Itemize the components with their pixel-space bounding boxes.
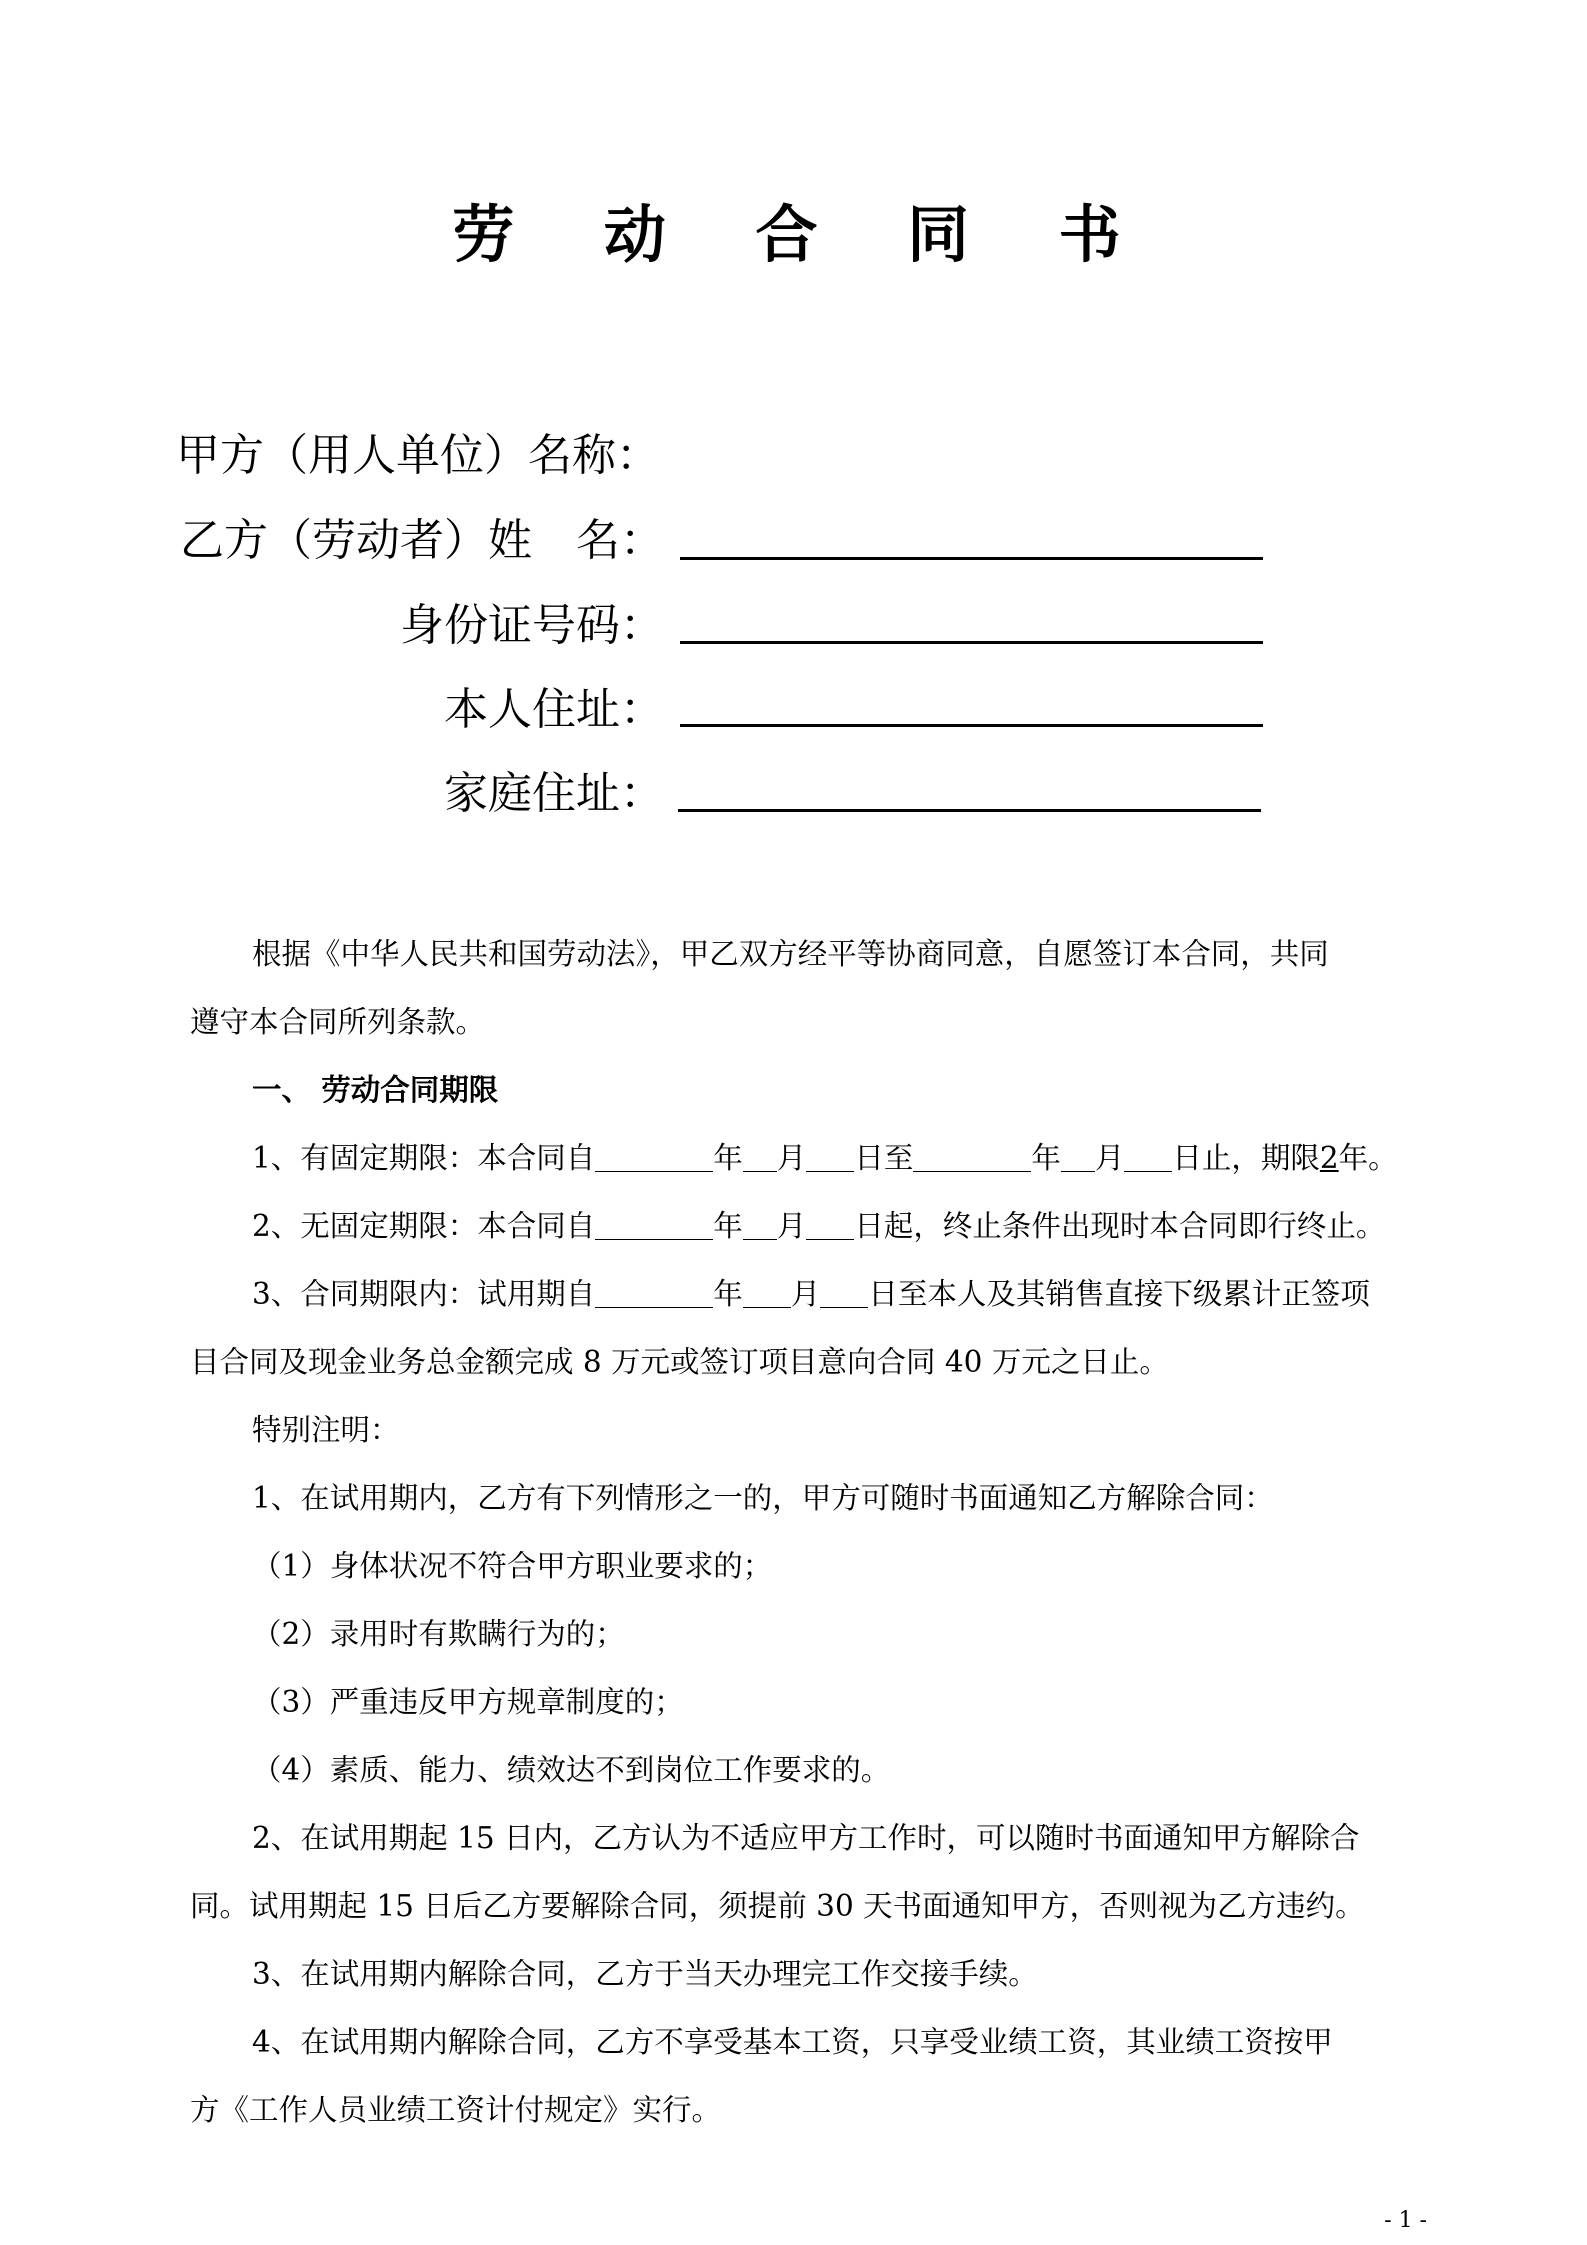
term-fixed-unit: 年。 [1338,1141,1398,1175]
term-fixed-year: 年 [713,1141,743,1175]
term-open-year: 年 [713,1209,743,1243]
note-3: 3、在试用期内解除合同，乙方于当天办理完工作交接手续。 [252,1957,1038,1991]
party-b-underline [680,557,1263,560]
term-open-prefix: 2、无固定期限：本合同自 [252,1209,596,1243]
blank-open-month [743,1209,777,1240]
home-address-label: 家庭住址： [444,768,664,819]
term-open-month: 月 [776,1209,807,1243]
term-fixed-year-end: 年 [1031,1141,1061,1175]
blank-month [743,1141,777,1172]
term-probation [190,1260,1426,1328]
field-party-b [0,513,664,573]
note-2-line-1: 2、在试用期起 15 日内，乙方认为不适应甲方工作时，可以随时书面通知甲方解除合 [252,1821,1360,1855]
blank-year-end [913,1141,1031,1172]
party-a-label: 甲方（用人单位）名称： [176,430,660,481]
party-b-label: 乙方（劳动者）姓 名： [180,515,664,566]
field-address [0,682,664,742]
section-heading-term: 一、 劳动合同期限 [252,1072,499,1107]
term-fixed-month-end: 月 [1094,1141,1125,1175]
blank-prob-year [595,1277,713,1308]
blank-open-year [595,1209,713,1240]
note-1-item-3: （3）严重违反甲方规章制度的； [252,1685,684,1719]
term-fixed-day-end: 日止，期限 [1172,1141,1320,1175]
intro-line-2: 遵守本合同所列条款。 [190,1005,486,1039]
term-fixed [190,1124,1426,1192]
field-home-address [0,766,664,826]
blank-year [595,1141,713,1172]
document-title: 劳 动 合 同 书 [452,198,1155,271]
term-open [190,1192,1426,1260]
term-probation-month: 月 [790,1277,821,1311]
field-party-a [0,428,660,488]
note-2-line-2: 同。试用期起 15 日后乙方要解除合同，须提前 30 天书面通知甲方，否则视为乙方违约。 [190,1889,1365,1923]
contract-body [190,920,1426,2144]
id-number-label: 身份证号码： [400,600,664,651]
note-1-item-2: （2）录用时有欺瞒行为的； [252,1617,625,1651]
note-4-line-1: 4、在试用期内解除合同，乙方不享受基本工资，只享受业绩工资，其业绩工资按甲 [252,2025,1333,2059]
term-probation-prefix: 3、合同期限内：试用期自 [252,1277,596,1311]
term-fixed-month: 月 [776,1141,807,1175]
term-probation-line-2: 目合同及现金业务总金额完成 8 万元或签订项目意向合同 40 万元之日止。 [190,1345,1169,1379]
special-note-heading: 特别注明： [252,1413,400,1447]
address-label: 本人住址： [444,684,664,735]
term-fixed-years: 2 [1319,1141,1339,1175]
field-id-number [0,598,664,658]
term-fixed-prefix: 1、有固定期限：本合同自 [252,1141,596,1175]
note-1: 1、在试用期内，乙方有下列情形之一的，甲方可随时书面通知乙方解除合同： [252,1481,1274,1515]
blank-day-end [1124,1141,1172,1172]
note-1-item-1: （1）身体状况不符合甲方职业要求的； [252,1549,773,1583]
blank-month-end [1061,1141,1095,1172]
address-underline [680,724,1263,727]
term-probation-suffix: 日至本人及其销售直接下级累计正签项 [868,1277,1370,1311]
intro-line-1: 根据《中华人民共和国劳动法》，甲乙双方经平等协商同意，自愿签订本合同，共同 [252,937,1329,971]
term-open-suffix: 日起，终止条件出现时本合同即行终止。 [854,1209,1386,1243]
page-number: - 1 - [1384,2208,1427,2233]
blank-prob-day [820,1277,868,1308]
home-address-underline [678,809,1261,812]
term-fixed-day-to: 日至 [854,1141,914,1175]
blank-day [806,1141,854,1172]
blank-prob-month [743,1277,791,1308]
id-number-underline [680,641,1263,644]
note-4-line-2: 方《工作人员业绩工资计付规定》实行。 [190,2093,722,2127]
blank-open-day [806,1209,854,1240]
note-1-item-4: （4）素质、能力、绩效达不到岗位工作要求的。 [252,1753,891,1787]
term-probation-year: 年 [713,1277,743,1311]
